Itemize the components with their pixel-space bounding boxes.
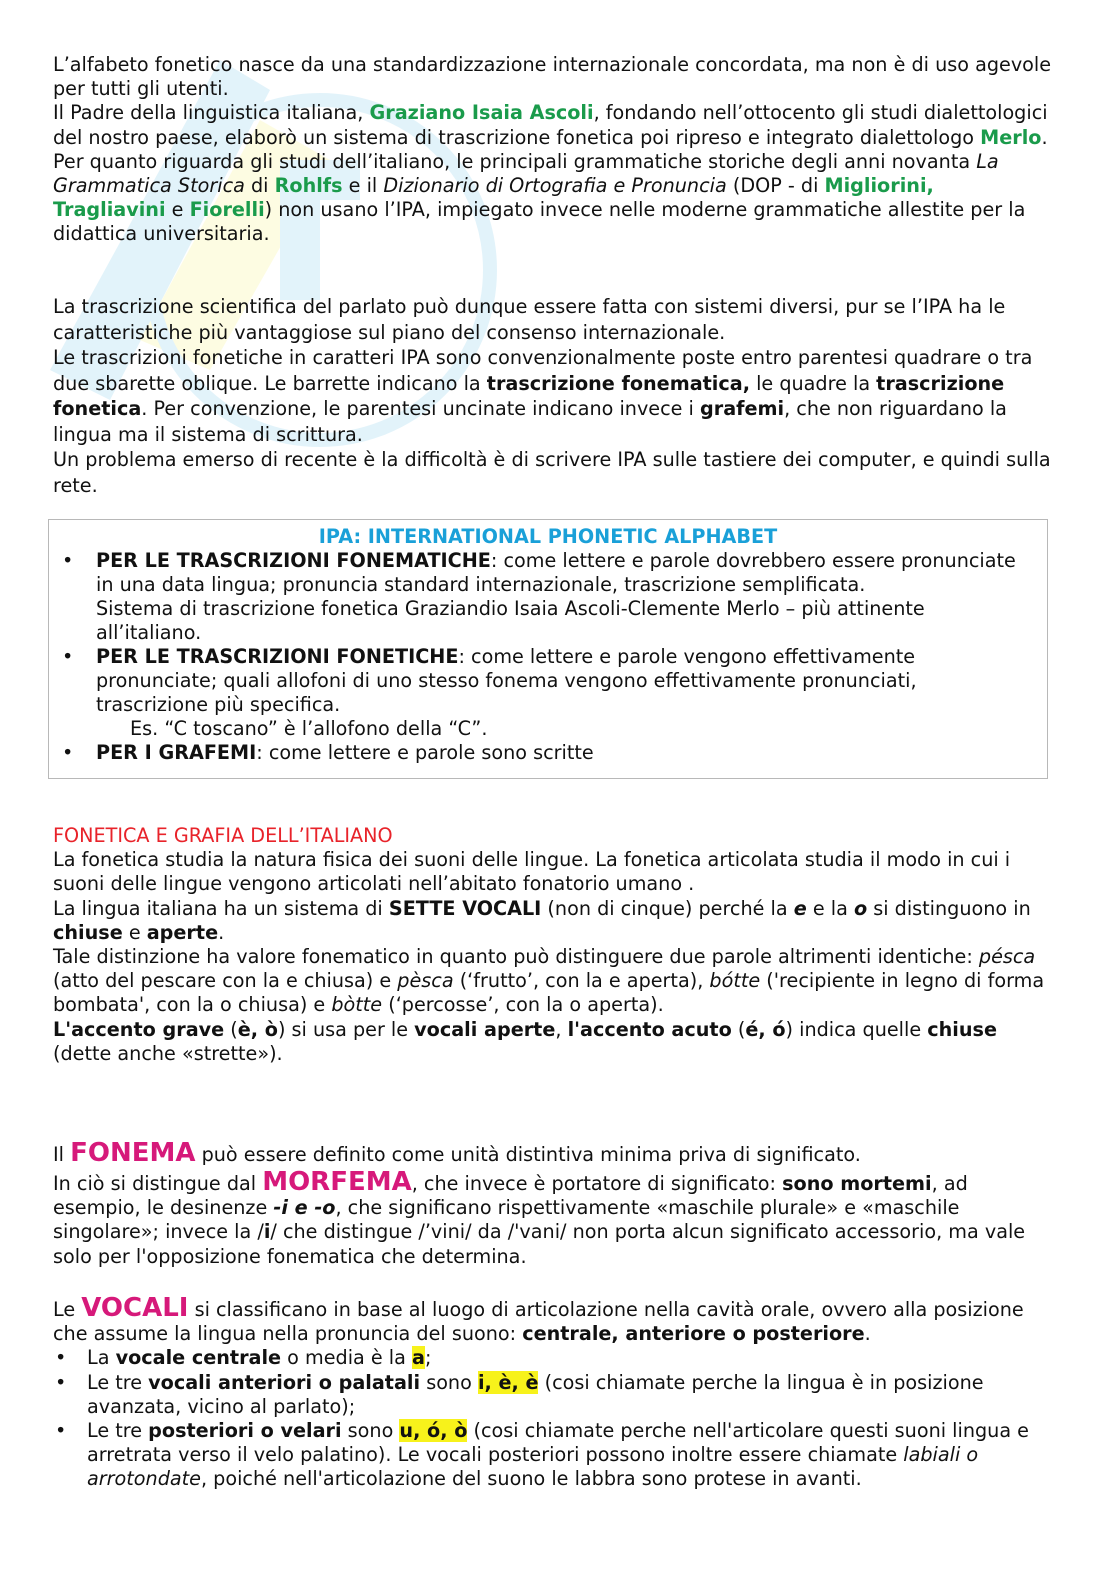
intro-paragraph-1: L’alfabeto fonetico nasce da una standardizzazione internazionale concordata, ma non è di uso agevole per tutti gli utenti. <box>53 53 1052 101</box>
intro-paragraph-2: Il Padre della linguistica italiana, Graziano Isaia Ascoli, fondando nell’ottocento gli studi dialettologici del nostro paese, elaborò un sistema di trascrizione fonetica poi ripreso e integrato dialettologo Merlo. <box>53 101 1048 149</box>
ipa-list-item: • PER LE TRASCRIZIONI FONETICHE: come lettere e parole vengono effettivamente pronunciate; quali allofoni di uno stesso fonema vengono effettivamente pronunciati, trascrizione più specifica. Es. “C toscano” è l’allofono della “C”. <box>49 645 1047 741</box>
fonetica-paragraph-4: L'accento grave (è, ò) si usa per le vocali aperte, l'accento acuto (é, ó) indica quelle chiuse (dette anche «strette»). <box>53 1017 997 1065</box>
intro-section <box>53 53 1053 247</box>
fonetica-paragraph-1: La fonetica studia la natura fisica dei suoni delle lingue. La fonetica articolata studia il modo in cui i suoni delle lingue vengono articolati nell’abitato fonatorio umano . <box>53 848 1011 896</box>
ipa-box <box>48 519 1048 779</box>
vocali-paragraph-1: Le VOCALI si classificano in base al luogo di articolazione nella cavità orale, ovvero alla posizione che assume la lingua nella pronuncia del suono: centrale, anteriore o posteriore. <box>53 1293 1024 1346</box>
ipa-list-item: • PER I GRAFEMI: come lettere e parole sono scritte <box>49 741 1047 765</box>
transcription-paragraph-3: Un problema emerso di recente è la difficoltà è di scrivere IPA sulle tastiere dei computer, e quindi sulla rete. <box>53 448 1051 497</box>
ipa-box-title: IPA: INTERNATIONAL PHONETIC ALPHABET <box>318 525 778 548</box>
fonetica-section <box>53 824 1053 1066</box>
transcription-section <box>53 294 1053 498</box>
fonetica-heading: FONETICA E GRAFIA DELL’ITALIANO <box>53 824 393 847</box>
transcription-paragraph-1: La trascrizione scientifica del parlato può dunque essere fatta con sistemi diversi, pur se l’IPA ha le caratteristiche più vantaggiose sul piano del consenso internazionale. <box>53 295 1006 344</box>
ipa-list-item: • PER LE TRASCRIZIONI FONEMATICHE: come lettere e parole dovrebbero essere pronunciate in una data lingua; pronuncia standard internazionale, trascrizione semplificata. Sistema di trascrizione fonetica Graziandio Isaia Ascoli-Clemente Merlo – più attinente all’italiano. <box>49 549 1047 645</box>
fonetica-paragraph-2: La lingua italiana ha un sistema di SETTE VOCALI (non di cinque) perché la e e la o si distinguono in chiuse e aperte. <box>53 896 1031 944</box>
vocali-list <box>53 1346 1053 1491</box>
intro-paragraph-3: Per quanto riguarda gli studi dell’italiano, le principali grammatiche storiche degli anni novanta La Grammatica Storica di Rohlfs e il Dizionario di Ortografia e Pronuncia (DOP - di Migliorini, Tragliavini e Fiorelli) non usano l’IPA, impiegato invece nelle moderne grammatiche allestite per la didattica universitaria. <box>53 149 1026 246</box>
vocali-list-item: • Le tre posteriori o velari sono u, ó, ò (cosi chiamate perche nell'articolare questi suoni lingua e arretrata verso il velo palatino). Le vocali posteriori possono inoltre essere chiamate labiali o arrotondate, poiché nell'articolazione del suono le labbra sono protese in avanti. <box>53 1419 1053 1492</box>
vocali-section <box>53 1293 1053 1492</box>
ipa-list <box>49 549 1047 765</box>
vocali-list-item: • La vocale centrale o media è la a; <box>53 1346 1053 1370</box>
vocali-list-item: • Le tre vocali anteriori o palatali sono i, è, è (cosi chiamate perche la lingua è in posizione avanzata, vicino al parlato); <box>53 1371 1053 1419</box>
fonema-section <box>53 1138 1053 1269</box>
transcription-paragraph-2: Le trascrizioni fonetiche in caratteri IPA sono convenzionalmente poste entro parentesi quadrare o tra due sbarette oblique. Le barrette indicano la trascrizione fonematica, le quadre la trascrizione fonetica. Per convenzione, le parentesi uncinate indicano invece i grafemi, che non riguardano la lingua ma il sistema di scrittura. <box>53 346 1033 446</box>
fonetica-paragraph-3: Tale distinzione ha valore fonematico in quanto può distinguere due parole altrimenti identiche: pésca (atto del pescare con la e chiusa) e pèsca (‘frutto’, con la e aperta), bótte ('recipiente in legno di forma bombata', con la o chiusa) e bòtte (‘percosse’, con la o aperta). <box>53 945 1045 1017</box>
fonema-paragraph-1: Il FONEMA può essere definito come unità distintiva minima priva di significato. <box>53 1138 861 1168</box>
fonema-paragraph-2: In ciò si distingue dal MORFEMA, che invece è portatore di significato: sono mortemi, ad esempio, le desinenze -i e -o, che significano rispettivamente «maschile plurale» e «maschile singolare»; invece la /i/ che distingue /’vini/ da /'vani/ non porta alcun significato accessorio, ma vale solo per l'opposizione fonematica che determina. <box>53 1167 1026 1268</box>
